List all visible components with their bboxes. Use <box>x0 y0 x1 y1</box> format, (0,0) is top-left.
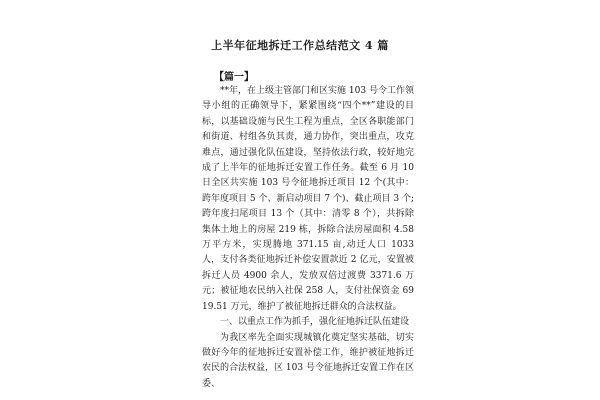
document-title: 上半年征地拆迁工作总结范文 4 篇 <box>211 39 389 52</box>
document-body <box>202 84 414 392</box>
paragraph-summary: **年，在上级主管部门和区实施 103 号令工作领导小组的正确领导下，紧紧围绕“四个**”建设的目标，以基础设施与民生工程为重点，全区各职能部门和街道、村组各负其责，通力协作，突出重点，攻克难点，通过强化队伍建设，坚持依法行政，较好地完成了上半年的征地拆迁安置工作任务。截至 6 月 10 日全区共实施 103 号令征地拆迁项目 12 个(其中：跨年度项目 5 个、新启动项目 7 个)、截止项目 3 个;跨年度扫尾项目 13 个（其中：清零 8 个），共拆除集体土地上的房屋 219 栋，拆除合法房屋面积 4.58 万平方米，实现腾地 371.15 亩,动迁人口 1033 人，支付各类征地拆迁补偿安置款近 2 亿元，安置被拆迁人员 4900 余人，发放双倍过渡费 3371.6 万元；被征地农民纳入社保 258 人，支付社保资金 6919.51 万元，维护了被征地拆迁群众的合法权益。 <box>202 86 414 312</box>
paragraph-intro: 为我区率先全面实现城镇化奠定坚实基础，切实做好今年的征地拆迁安置补偿工作，维护被征地拆迁农民的合法权益，区 103 号令征地拆迁安置工作在区委、 <box>202 332 414 389</box>
paragraph-heading-one: 一、以重点工作为抓手，强化征地拆迁队伍建设 <box>220 317 410 328</box>
section-heading: 【篇一】 <box>214 72 254 83</box>
